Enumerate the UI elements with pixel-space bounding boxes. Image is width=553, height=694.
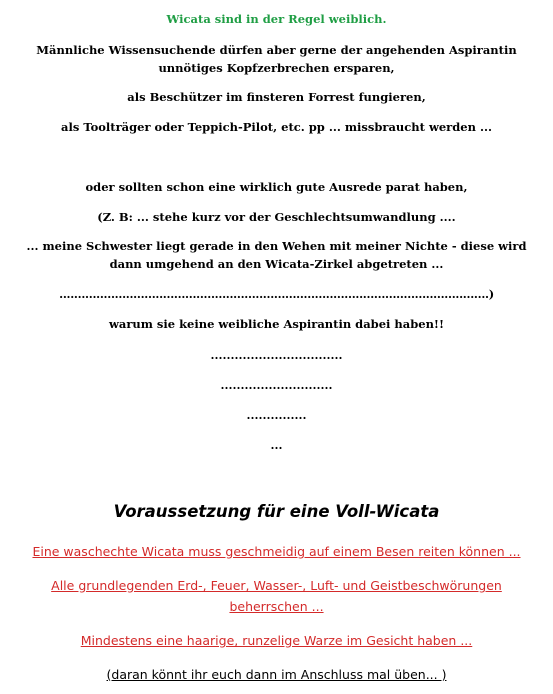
dots-row-1-text: ................................. (210, 348, 343, 362)
requirement-link-2[interactable] (0, 575, 553, 617)
intro-line-9 (0, 315, 553, 333)
intro-line-8-text: ....................................................................................................................) (59, 287, 494, 301)
intro-line-5-text: oder sollten schon eine wirklich gute Ausrede parat haben, (85, 180, 468, 194)
intro-line-6-text: (Z. B: ... stehe kurz vor der Geschlechtsumwandlung .... (97, 210, 456, 224)
dots-row-3-text: ............... (246, 408, 307, 422)
requirement-link-1[interactable]: Eine waschechte Wicata muss geschmeidig auf einem Besen reiten können ... (32, 544, 521, 559)
requirement-link-2a: Alle grundlegenden Erd-, Feuer, Wasser-, Luft- und Geistbeschwörungen (51, 578, 502, 593)
dots-row-1 (0, 346, 553, 364)
dots-row-4 (0, 436, 553, 454)
dots-row-3 (0, 406, 553, 424)
intro-line-7b: dann umgehend an den Wicata-Zirkel abgetreten ... (109, 257, 444, 271)
intro-line-4 (0, 118, 553, 136)
dots-row-2 (0, 376, 553, 394)
intro-line-1-text: Wicata sind in der Regel weiblich. (166, 12, 387, 26)
intro-paragraph-2 (0, 41, 553, 77)
intro-line-9-text: warum sie keine weibliche Aspirantin dabei haben!! (108, 317, 445, 331)
requirement-link-2b: beherrschen ... (229, 599, 324, 614)
intro-line-5 (0, 178, 553, 196)
intro-line-3-text: als Beschützer im finsteren Forrest fungieren, (127, 90, 426, 104)
intro-line-7a: ... meine Schwester liegt gerade in den Wehen mit meiner Nichte - diese wird (26, 239, 527, 253)
intro-paragraph-7 (0, 237, 553, 273)
intro-line-2b: unnötiges Kopfzerbrechen ersparen, (158, 61, 395, 75)
footer-link[interactable]: (daran könnt ihr euch dann im Anschluss mal üben... ) (106, 667, 447, 682)
dots-row-2-text: ............................ (220, 378, 333, 392)
intro-line-1 (0, 10, 553, 28)
intro-line-8 (0, 285, 553, 303)
intro-line-2a: Männliche Wissensuchende dürfen aber gerne der angehenden Aspirantin (36, 43, 517, 57)
dots-row-4-text: ... (270, 438, 283, 452)
requirements-heading: Voraussetzung für eine Voll-Wicata (113, 502, 440, 521)
requirement-link-3[interactable]: Mindestens eine haarige, runzelige Warze im Gesicht haben ... (80, 633, 473, 648)
intro-line-4-text: als Toolträger oder Teppich-Pilot, etc. pp ... missbraucht werden ... (61, 120, 492, 134)
intro-line-3 (0, 88, 553, 106)
intro-line-6 (0, 208, 553, 226)
